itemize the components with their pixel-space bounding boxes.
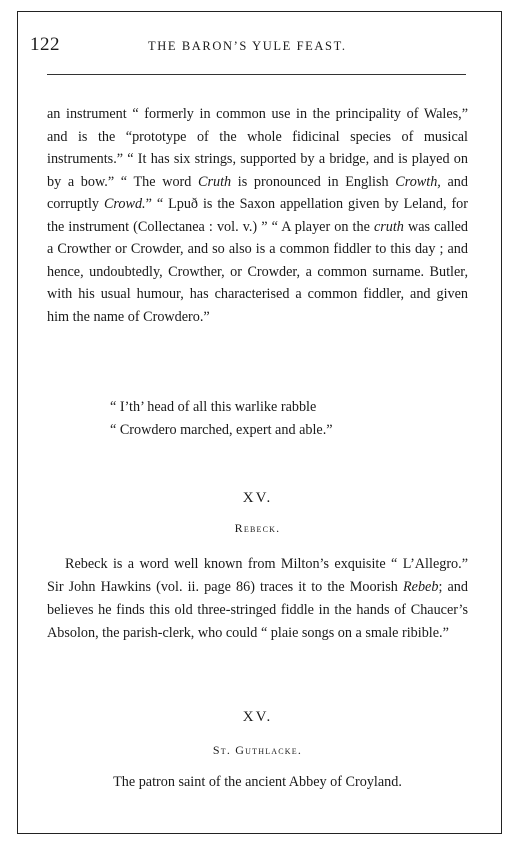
cruth-text-part5: was called a Crowther or Crowder, and so also is a common fiddler to this day ; and hence, undoubtedly, Crowther, or Crowder, a common surname. Butler, with his usual humour, has characterised a common fiddler, and given him the name of Crowdero.” [47, 218, 468, 325]
page-header [30, 34, 470, 54]
word-cruth-lower: cruth [373, 218, 404, 235]
cruth-text-part3: and corruptly [47, 173, 468, 212]
running-head: THE BARON’S YULE FEAST. [148, 39, 347, 53]
section-numeral-rebeck: XV. [242, 490, 273, 506]
cruth-paragraph [47, 103, 468, 328]
section-numeral-guthlacke: XV. [242, 709, 273, 725]
word-cruth: Cruth [198, 173, 232, 190]
word-crowd: Crowd. [103, 196, 146, 212]
header-rule [47, 74, 466, 75]
section-heading-guthlacke: St. Guthlacke. [212, 743, 303, 757]
rebeck-paragraph [47, 553, 468, 645]
word-rebeb: Rebeb [403, 579, 439, 595]
verse-line-1: “ I’th’ head of all this warlike rabble [110, 399, 317, 415]
verse-quotation [110, 396, 333, 441]
verse-line-2: “ Crowdero marched, expert and able.” [110, 421, 333, 438]
cruth-text-part4: ” “ Lpuð is the Saxon appellation given by Leland, for the instrument (Collectanea : vol. v.) ” “ A player on the [47, 196, 468, 235]
cruth-text-part2: is pronounced in English [231, 173, 396, 190]
guthlacke-text: The patron saint of the ancient Abbey of Croyland. [113, 774, 402, 790]
word-crowth: Crowth, [395, 173, 441, 190]
rebeck-text-part1: Rebeck is a word well known from Milton’s exquisite “ L’Allegro.” Sir John Hawkins (vol. ii. page 86) traces it to the Moorish [47, 556, 468, 595]
cruth-text-part1: an instrument “ formerly in common use in the principality of Wales,” and is the “prototype of the whole fidicinal species of musical instruments.” “ It has six strings, supported by a bridge, and is played on by a bow.” “ The word [47, 106, 468, 190]
rebeck-text-part2: ; and believes he finds this old three-stringed fiddle in the hands of Chaucer’s Absolon, the parish-clerk, who could “ plaie songs on a smale ribible.” [47, 579, 468, 641]
page-number: 122 [30, 34, 60, 55]
section-heading-rebeck: Rebeck. [234, 521, 281, 535]
